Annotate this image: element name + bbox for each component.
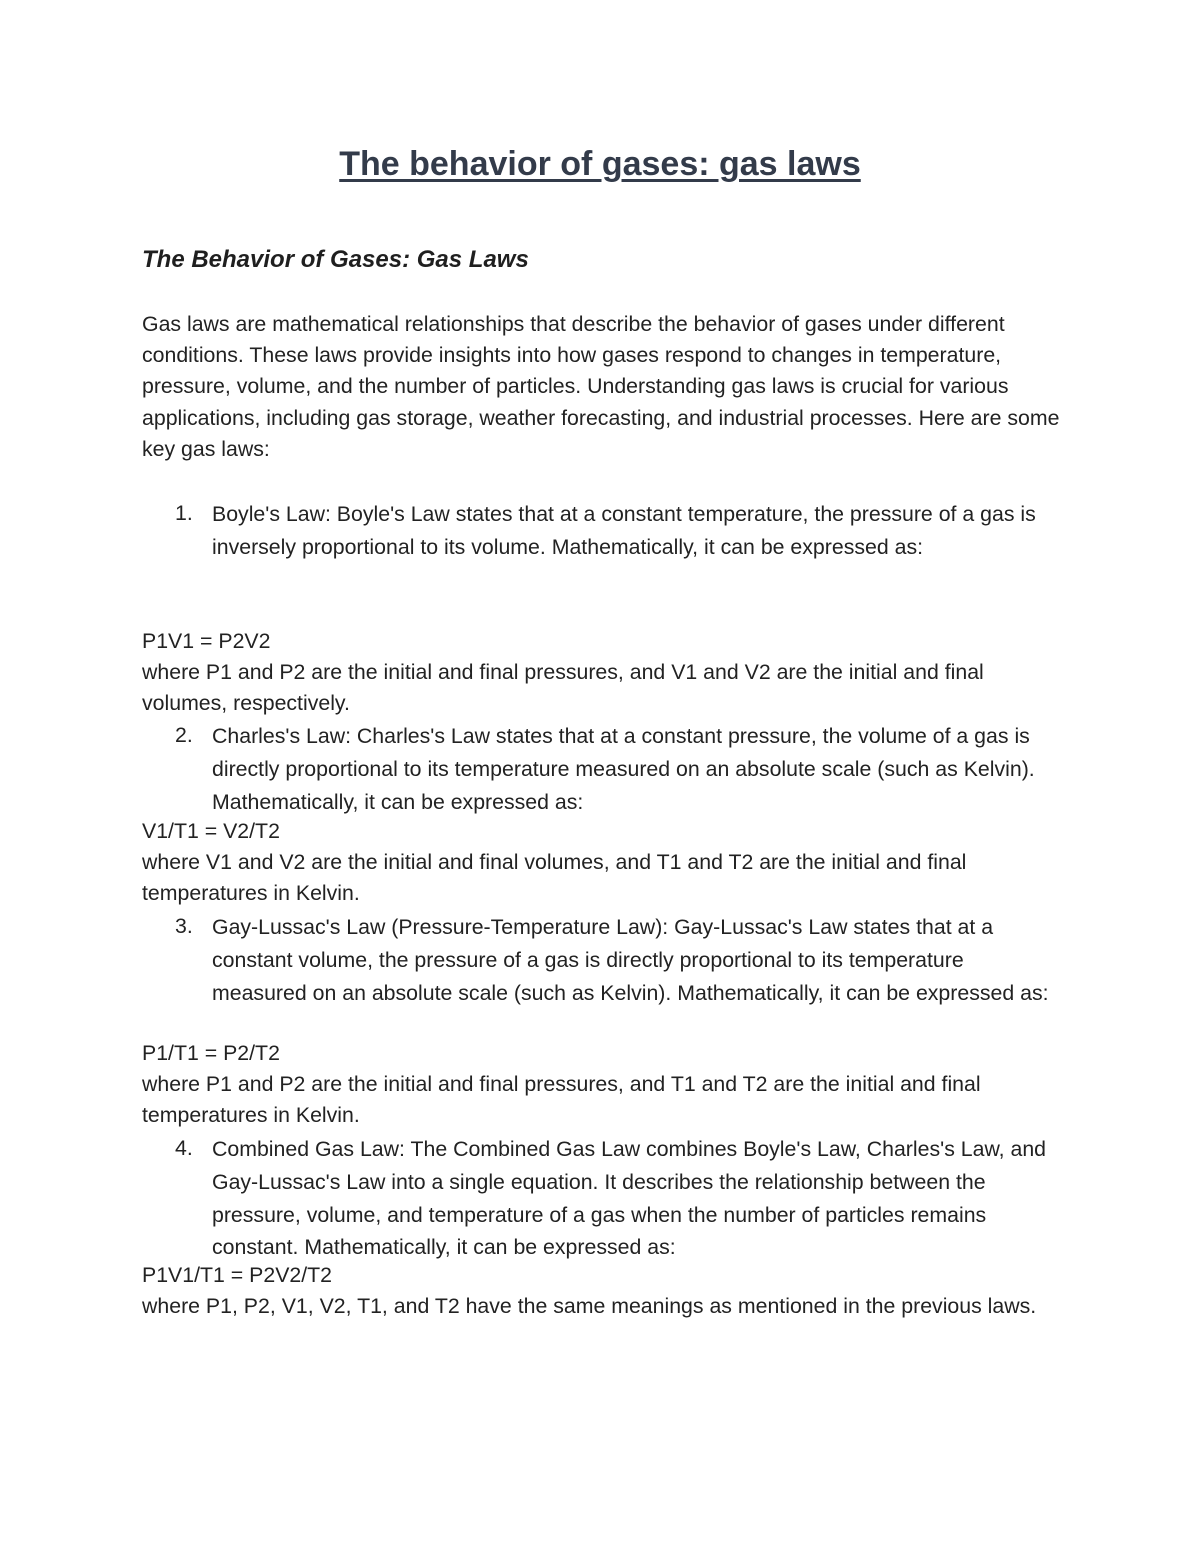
list-item-text: Combined Gas Law: The Combined Gas Law combines Boyle's Law, Charles's Law, and Gay-Lussac's Law into a single equation. It describes the relationship between the pressure, volume, and temperature of a gas when the number of particles remains constant. Mathematically, it can be expressed as:: [212, 1137, 1047, 1260]
explanation-charles-law: where V1 and V2 are the initial and final volumes, and T1 and T2 are the initial and final temperatures in Kelvin.: [142, 850, 967, 906]
explanation-boyles-law: where P1 and P2 are the initial and final pressures, and V1 and V2 are the initial and final volumes, respectively.: [142, 660, 984, 716]
equation-boyles-law: P1V1 = P2V2: [142, 629, 271, 653]
section-heading: The Behavior of Gases: Gas Laws: [142, 246, 529, 273]
equation-combined-gas-law: P1V1/T1 = P2V2/T2: [142, 1263, 333, 1287]
list-item-text: Gay-Lussac's Law (Pressure-Temperature Law): Gay-Lussac's Law states that at a constant volume, the pressure of a gas is directly proportional to its temperature measured on an absolute scale (such as Kelvin). Mathematically, it can be expressed as:: [212, 915, 1049, 1005]
intro-paragraph: Gas laws are mathematical relationships that describe the behavior of gases under different conditions. These laws provide insights into how gases respond to changes in temperature, pressure, volume, and the number of particles. Understanding gas laws is crucial for various applications, including gas storage, weather forecasting, and industrial processes. Here are some key gas laws:: [142, 312, 1060, 461]
list-number: 1.: [175, 501, 193, 525]
list-item-text: Charles's Law: Charles's Law states that at a constant pressure, the volume of a gas is directly proportional to its temperature measured on an absolute scale (such as Kelvin). Mathematically, it can be expressed as:: [212, 724, 1035, 814]
list-item-text: Boyle's Law: Boyle's Law states that at a constant temperature, the pressure of a gas is inversely proportional to its volume. Mathematically, it can be expressed as:: [212, 502, 1036, 559]
explanation-gay-lussac-law: where P1 and P2 are the initial and final pressures, and T1 and T2 are the initial and final temperatures in Kelvin.: [142, 1072, 981, 1128]
equation-charles-law: V1/T1 = V2/T2: [142, 819, 280, 843]
explanation-combined-gas-law: where P1, P2, V1, V2, T1, and T2 have the same meanings as mentioned in the previous laws.: [142, 1294, 1037, 1318]
document-title: The behavior of gases: gas laws: [339, 145, 861, 183]
list-number: 3.: [175, 914, 193, 938]
equation-gay-lussac-law: P1/T1 = P2/T2: [142, 1041, 280, 1065]
list-number: 2.: [175, 723, 193, 747]
list-number: 4.: [175, 1136, 193, 1160]
